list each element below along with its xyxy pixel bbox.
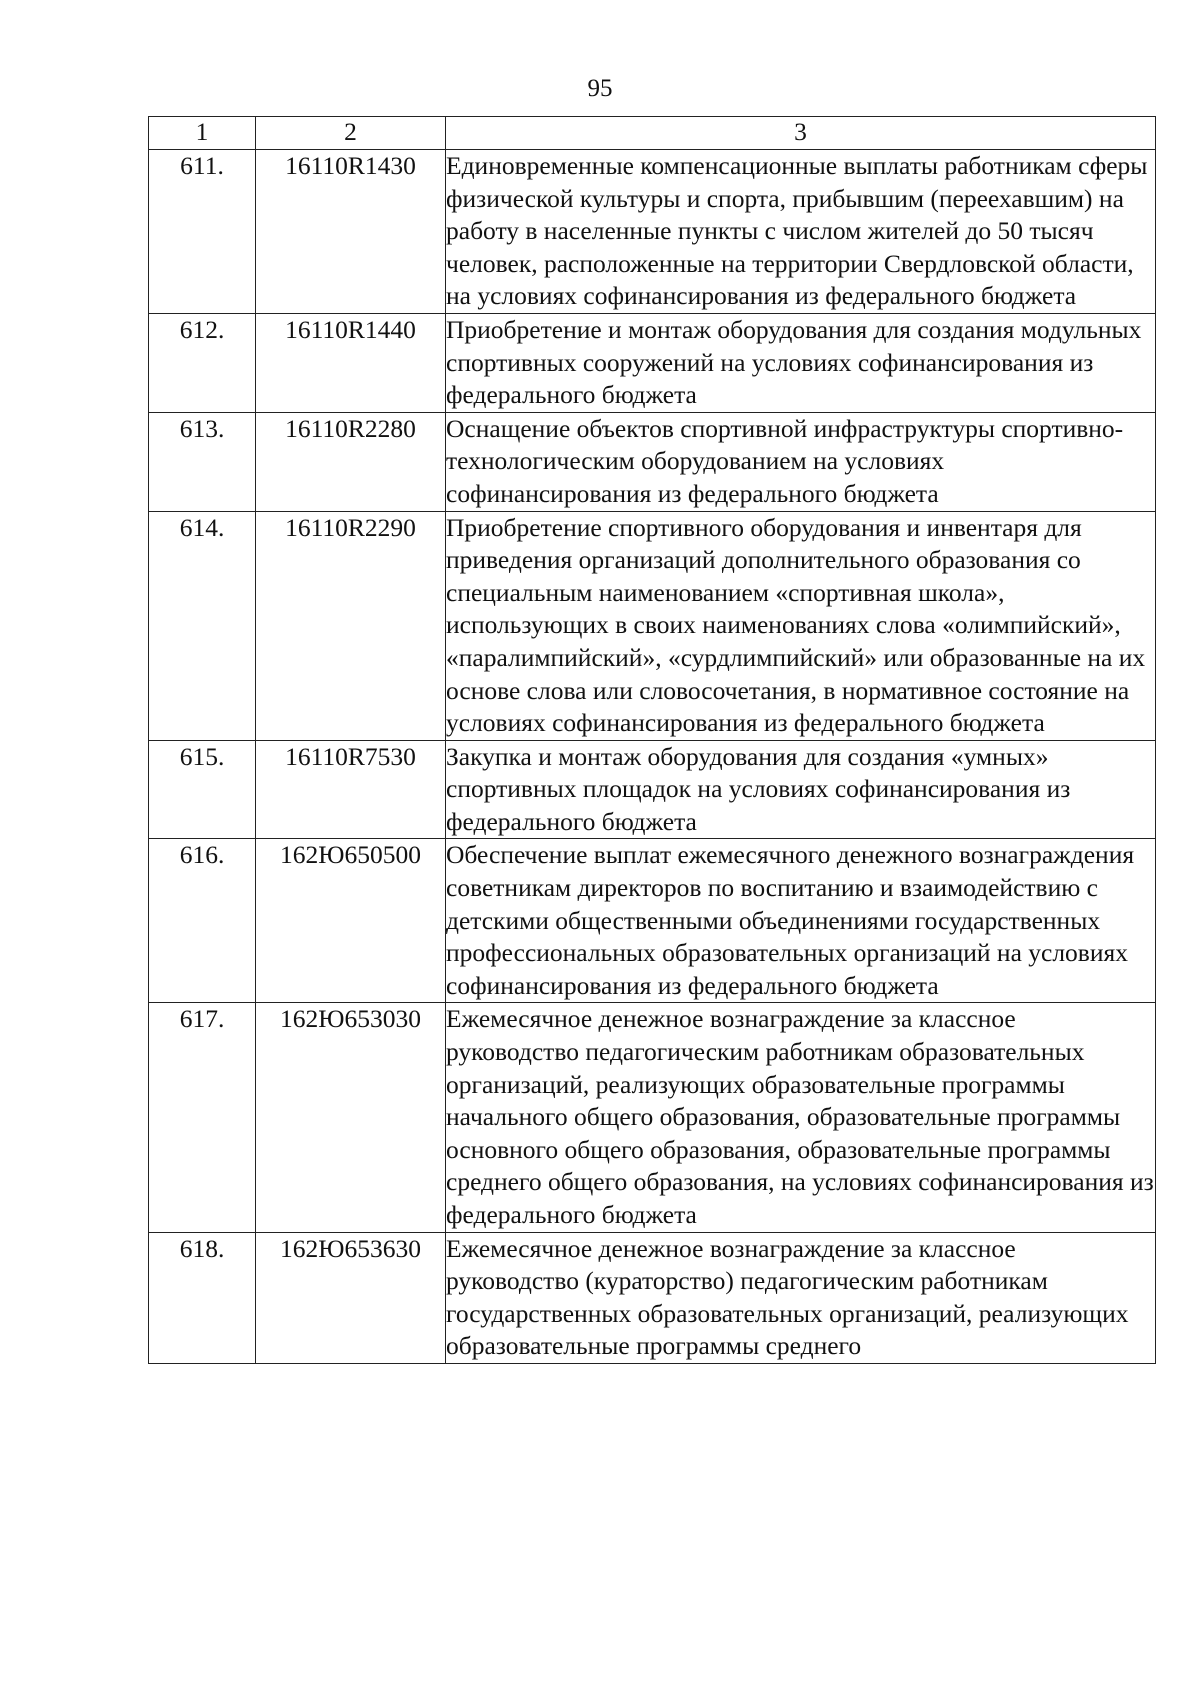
page-number: 95 (587, 75, 613, 102)
row-code: 162Ю650500 (256, 839, 446, 1003)
row-name: Приобретение и монтаж оборудования для создания модульных спортивных сооружений на условиях софинансирования из федерального бюджета (446, 313, 1156, 412)
row-name: Ежемесячное денежное вознаграждение за классное руководство (кураторство) педагогическим работникам государственных образовательных организаций, реализующих образовательные программы среднего (446, 1232, 1156, 1363)
row-number: 614. (149, 511, 256, 740)
row-code: 162Ю653630 (256, 1232, 446, 1363)
row-number: 615. (149, 740, 256, 839)
table-row (149, 839, 1156, 1003)
table-row (149, 313, 1156, 412)
row-name: Единовременные компенсационные выплаты работникам сферы физической культуры и спорта, прибывшим (переехавшим) на работу в населенные пункты с числом жителей до 50 тысяч человек, расположенные на территории Свердловской области, на условиях софинансирования из федерального бюджета (446, 150, 1156, 314)
table-row (149, 412, 1156, 511)
column-header-name: 3 (446, 117, 1156, 150)
row-code: 162Ю653030 (256, 1003, 446, 1232)
row-number: 618. (149, 1232, 256, 1363)
row-code: 16110R2290 (256, 511, 446, 740)
table-row (149, 511, 1156, 740)
table-row (149, 150, 1156, 314)
row-name: Оснащение объектов спортивной инфраструктуры спортивно-технологическим оборудованием на условиях софинансирования из федерального бюджета (446, 412, 1156, 511)
row-number: 611. (149, 150, 256, 314)
row-code: 16110R1430 (256, 150, 446, 314)
row-code: 16110R2280 (256, 412, 446, 511)
row-name: Закупка и монтаж оборудования для создания «умных» спортивных площадок на условиях софинансирования из федерального бюджета (446, 740, 1156, 839)
row-code: 16110R1440 (256, 313, 446, 412)
table-row (149, 1232, 1156, 1363)
table-row (149, 1003, 1156, 1232)
column-header-number: 1 (149, 117, 256, 150)
row-name: Обеспечение выплат ежемесячного денежного вознаграждения советникам директоров по воспитанию и взаимодействию с детскими общественными объединениями государственных профессиональных образовательных организаций на условиях софинансирования из федерального бюджета (446, 839, 1156, 1003)
table-header-row (149, 117, 1156, 150)
table-row (149, 740, 1156, 839)
row-name: Ежемесячное денежное вознаграждение за классное руководство педагогическим работникам образовательных организаций, реализующих образовательные программы начального общего образования, образовательные программы основного общего образования, образовательные программы среднего общего образования, на условиях софинансирования из федерального бюджета (446, 1003, 1156, 1232)
row-number: 612. (149, 313, 256, 412)
row-code: 16110R7530 (256, 740, 446, 839)
row-number: 613. (149, 412, 256, 511)
budget-classification-table (148, 116, 1156, 1364)
row-number: 617. (149, 1003, 256, 1232)
row-number: 616. (149, 839, 256, 1003)
row-name: Приобретение спортивного оборудования и инвентаря для приведения организаций дополнительного образования со специальным наименованием «спортивная школа», использующих в своих наименованиях слова «олимпийский», «паралимпийский», «сурдлимпийский» или образованные на их основе слова или словосочетания, в нормативное состояние на условиях софинансирования из федерального бюджета (446, 511, 1156, 740)
column-header-code: 2 (256, 117, 446, 150)
